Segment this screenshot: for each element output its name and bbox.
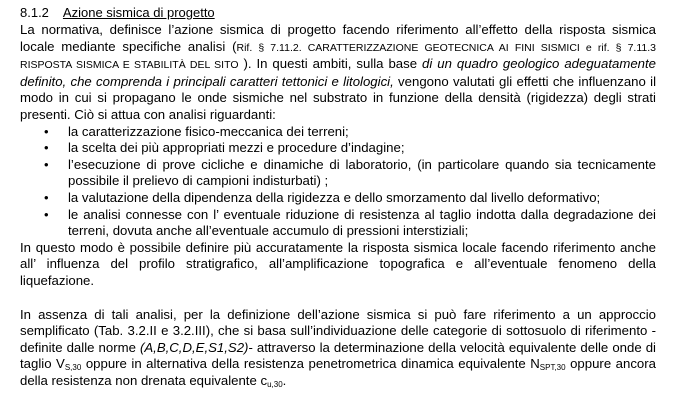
list-item-text: la scelta dei più appropriati mezzi e procedure d’indagine;	[68, 140, 405, 156]
cu30-subscript: u,30	[267, 379, 283, 389]
bullet-icon: •	[44, 140, 49, 156]
section-heading	[20, 5, 656, 21]
intro-reference: Rif. § 7.11.2. CARATTERIZZAZIONE GEOTECNICA AI FINI SISMICI e rif. § 7.11.3 RISPOSTA SISMICA E STABILITÀ DEL SITO	[20, 41, 656, 72]
list-item	[20, 124, 656, 141]
intro-text-2: ). In questi ambiti, sulla base	[238, 56, 423, 72]
paragraph-liquefaction: In questo modo è possibile definire più accuratamente la risposta sismica locale facendo riferimento anche all’ influenza del profilo stratigrafico, all’amplificazione topografica e all’eventuale fenomeno della liquefazione.	[20, 239, 656, 288]
paragraph-spacer	[20, 290, 656, 307]
approach-text-3: oppure in alternativa della resistenza penetrometrica dinamica equivalente N	[81, 356, 540, 372]
soil-categories: (A,B,C,D,E,S1,S2)	[139, 339, 249, 355]
list-item	[20, 207, 656, 240]
vs30-subscript: S,30	[64, 363, 82, 373]
analysis-list	[20, 124, 656, 240]
list-item	[20, 157, 656, 190]
nspt30-subscript: SPT,30	[539, 363, 566, 373]
list-item-text: l’esecuzione di prove cicliche e dinamiche di laboratorio, (in particolare quando sia tecnicamente possibile il prelievo di campioni indisturbati) ;	[68, 156, 656, 189]
intro-italic: di un quadro geologico adeguatamente definito, che comprenda i principali caratteri tettonici e litologici,	[20, 56, 656, 89]
paragraph-simplified-approach	[20, 307, 656, 390]
intro-text-1: La normativa, definisce l’azione sismica di progetto facendo riferimento all’effetto della risposta sismica locale mediante specifiche analisi (	[20, 22, 656, 54]
list-item	[20, 140, 656, 157]
bullet-icon: •	[44, 156, 49, 172]
intro-text-3: vengono valutati gli effetti che influenzano il modo in cui si propagano le onde sismiche nel substrato in funzione della densità (rigidezza) degli strati presenti. Ciò si attua con analisi riguardanti:	[20, 73, 657, 122]
approach-text-2: - attraverso la determinazione della velocità equivalente delle onde di taglio V	[20, 339, 656, 372]
section-number: 8.1.2	[20, 5, 49, 20]
bullet-icon: •	[44, 189, 49, 205]
section-title: Azione sismica di progetto	[62, 5, 215, 20]
bullet-icon: •	[44, 123, 49, 139]
list-item-text: la caratterizzazione fisico-meccanica dei terreni;	[68, 123, 349, 139]
list-item-text: la valutazione della dipendenza della rigidezza e dello smorzamento dal livello deformativo;	[68, 189, 601, 205]
list-item-text: le analisi connesse con l’ eventuale riduzione di resistenza al taglio indotta dalla degradazione dei terreni, dovuta anche all’eventuale accumulo di pressioni interstiziali;	[68, 206, 656, 239]
intro-paragraph	[20, 22, 656, 124]
approach-text-4: oppure ancora della resistenza non drenata equivalente c	[20, 356, 656, 388]
bullet-icon: •	[44, 206, 49, 222]
approach-text-5: .	[282, 372, 287, 388]
list-item	[20, 190, 656, 207]
approach-text-1: In assenza di tali analisi, per la definizione dell’azione sismica si può fare riferimento a un approccio semplificato (Tab. 3.2.II e 3.2.III), che si basa sull’individuazione delle categorie di sottosuolo di riferimento -definite dalle norme	[20, 306, 656, 355]
